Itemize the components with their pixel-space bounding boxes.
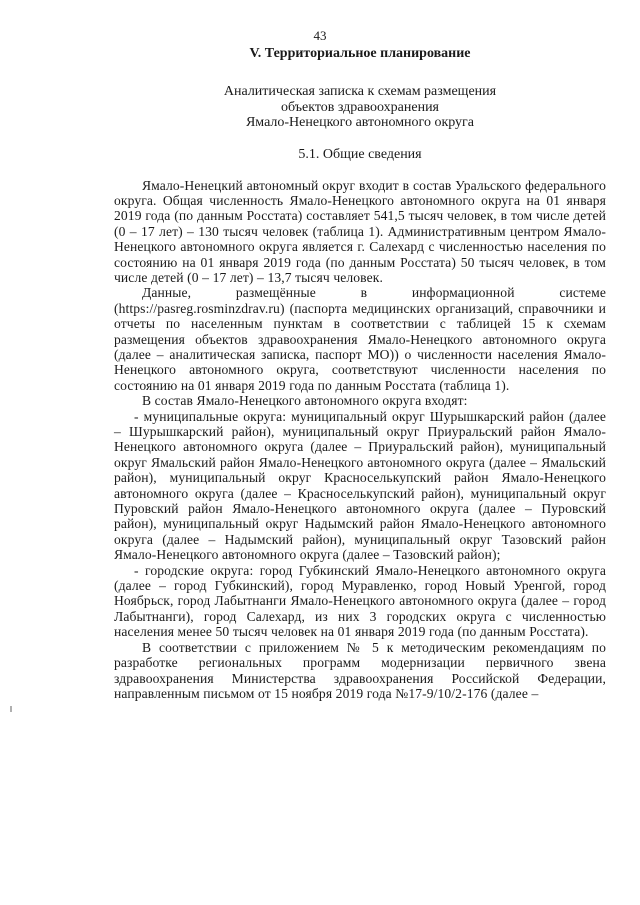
- list-item-urban-districts: - городские округа: город Губкинский Ямало-Ненецкого автономного округа (далее – город Губкинский), город Муравленко, город Новый Уренгой, город Ноябрьск, город Лабытнанги Ямало-Ненецкого автономного округа (далее – город Лабытнанги), город Салехард, из них 3 городских округа с численностью населения менее 50 тысяч человек на 01 января 2019 года (по данным Росстата).: [114, 562, 606, 640]
- note-title-line: объектов здравоохранения: [280, 99, 439, 115]
- page-content: [114, 46, 606, 701]
- note-title-line: Ямало-Ненецкого автономного округа: [245, 115, 475, 130]
- page-number: 43: [313, 28, 327, 43]
- subsection-heading: 5.1. Общие сведения: [298, 146, 422, 162]
- note-title-line: Аналитическая записка к схемам размещения: [223, 84, 497, 99]
- section-heading: V. Территориальное планирование: [249, 46, 471, 61]
- paragraph-composition-intro: В состав Ямало-Ненецкого автономного округа входят:: [142, 393, 468, 409]
- paragraph-data-source: Данные, размещённые в информационной системе (https://pasreg.rosminzdrav.ru) (паспорта медицинских организаций, справочники и отчеты по населенным пунктам в соответствии с таблицей 15 к схемам размещения объектов здравоохранения Ямало-Ненецкого автономного округа (далее – аналитическая записка, паспорт МО)) о численности населения Ямало-Ненецкого автономного округа, соответствуют численности населения по состоянию на 01 января 2019 года по данным Росстата (таблица 1).: [114, 285, 606, 393]
- list-item-municipal-districts: - муниципальные округа: муниципальный округ Шурышкарский район (далее – Шурышкарский район), муниципальный округ Приуральский район Ямало-Ненецкого автономного округа (далее – Приуральский район), муниципальный округ Ямальский район Ямало-Ненецкого автономного округа (далее – Ямальский район), муниципальный округ Красноселькупский район Ямало-Ненецкого автономного округа (далее – Красноселькупский район), муниципальный округ Пуровский район Ямало-Ненецкого автономного округа (далее – Пуровский район), муниципальный округ Надымский район Ямало-Ненецкого автономного округа (далее – Надымский район), муниципальный округ Тазовский район Ямало-Ненецкого автономного округа (далее – Тазовский район);: [114, 408, 606, 563]
- note-title: [114, 84, 606, 131]
- paragraph-methodology: В соответствии с приложением № 5 к методическим рекомендациям по разработке региональных программ модернизации первичного звена здравоохранения Министерства здравоохранения Российской Федерации, направленным письмом от 15 ноября 2019 года №17-9/10/2-176 (далее –: [114, 639, 606, 701]
- paragraph-overview: Ямало-Ненецкий автономный округ входит в состав Уральского федерального округа. Общая численность Ямало-Ненецкого автономного округа на 01 января 2019 года (по данным Росстата) составляет 541,5 тысяч человек, в том числе детей (0 – 17 лет) – 130 тысяч человек (таблица 1). Административным центром Ямало-Ненецкого автономного округа является г. Салехард с численностью населения по состоянию на 01 января 2019 года (по данным Росстата) 50 тысяч человек, в том числе детей (0 – 17 лет) – 13,7 тысяч человек.: [114, 177, 606, 285]
- scan-margin-mark: [10, 706, 12, 712]
